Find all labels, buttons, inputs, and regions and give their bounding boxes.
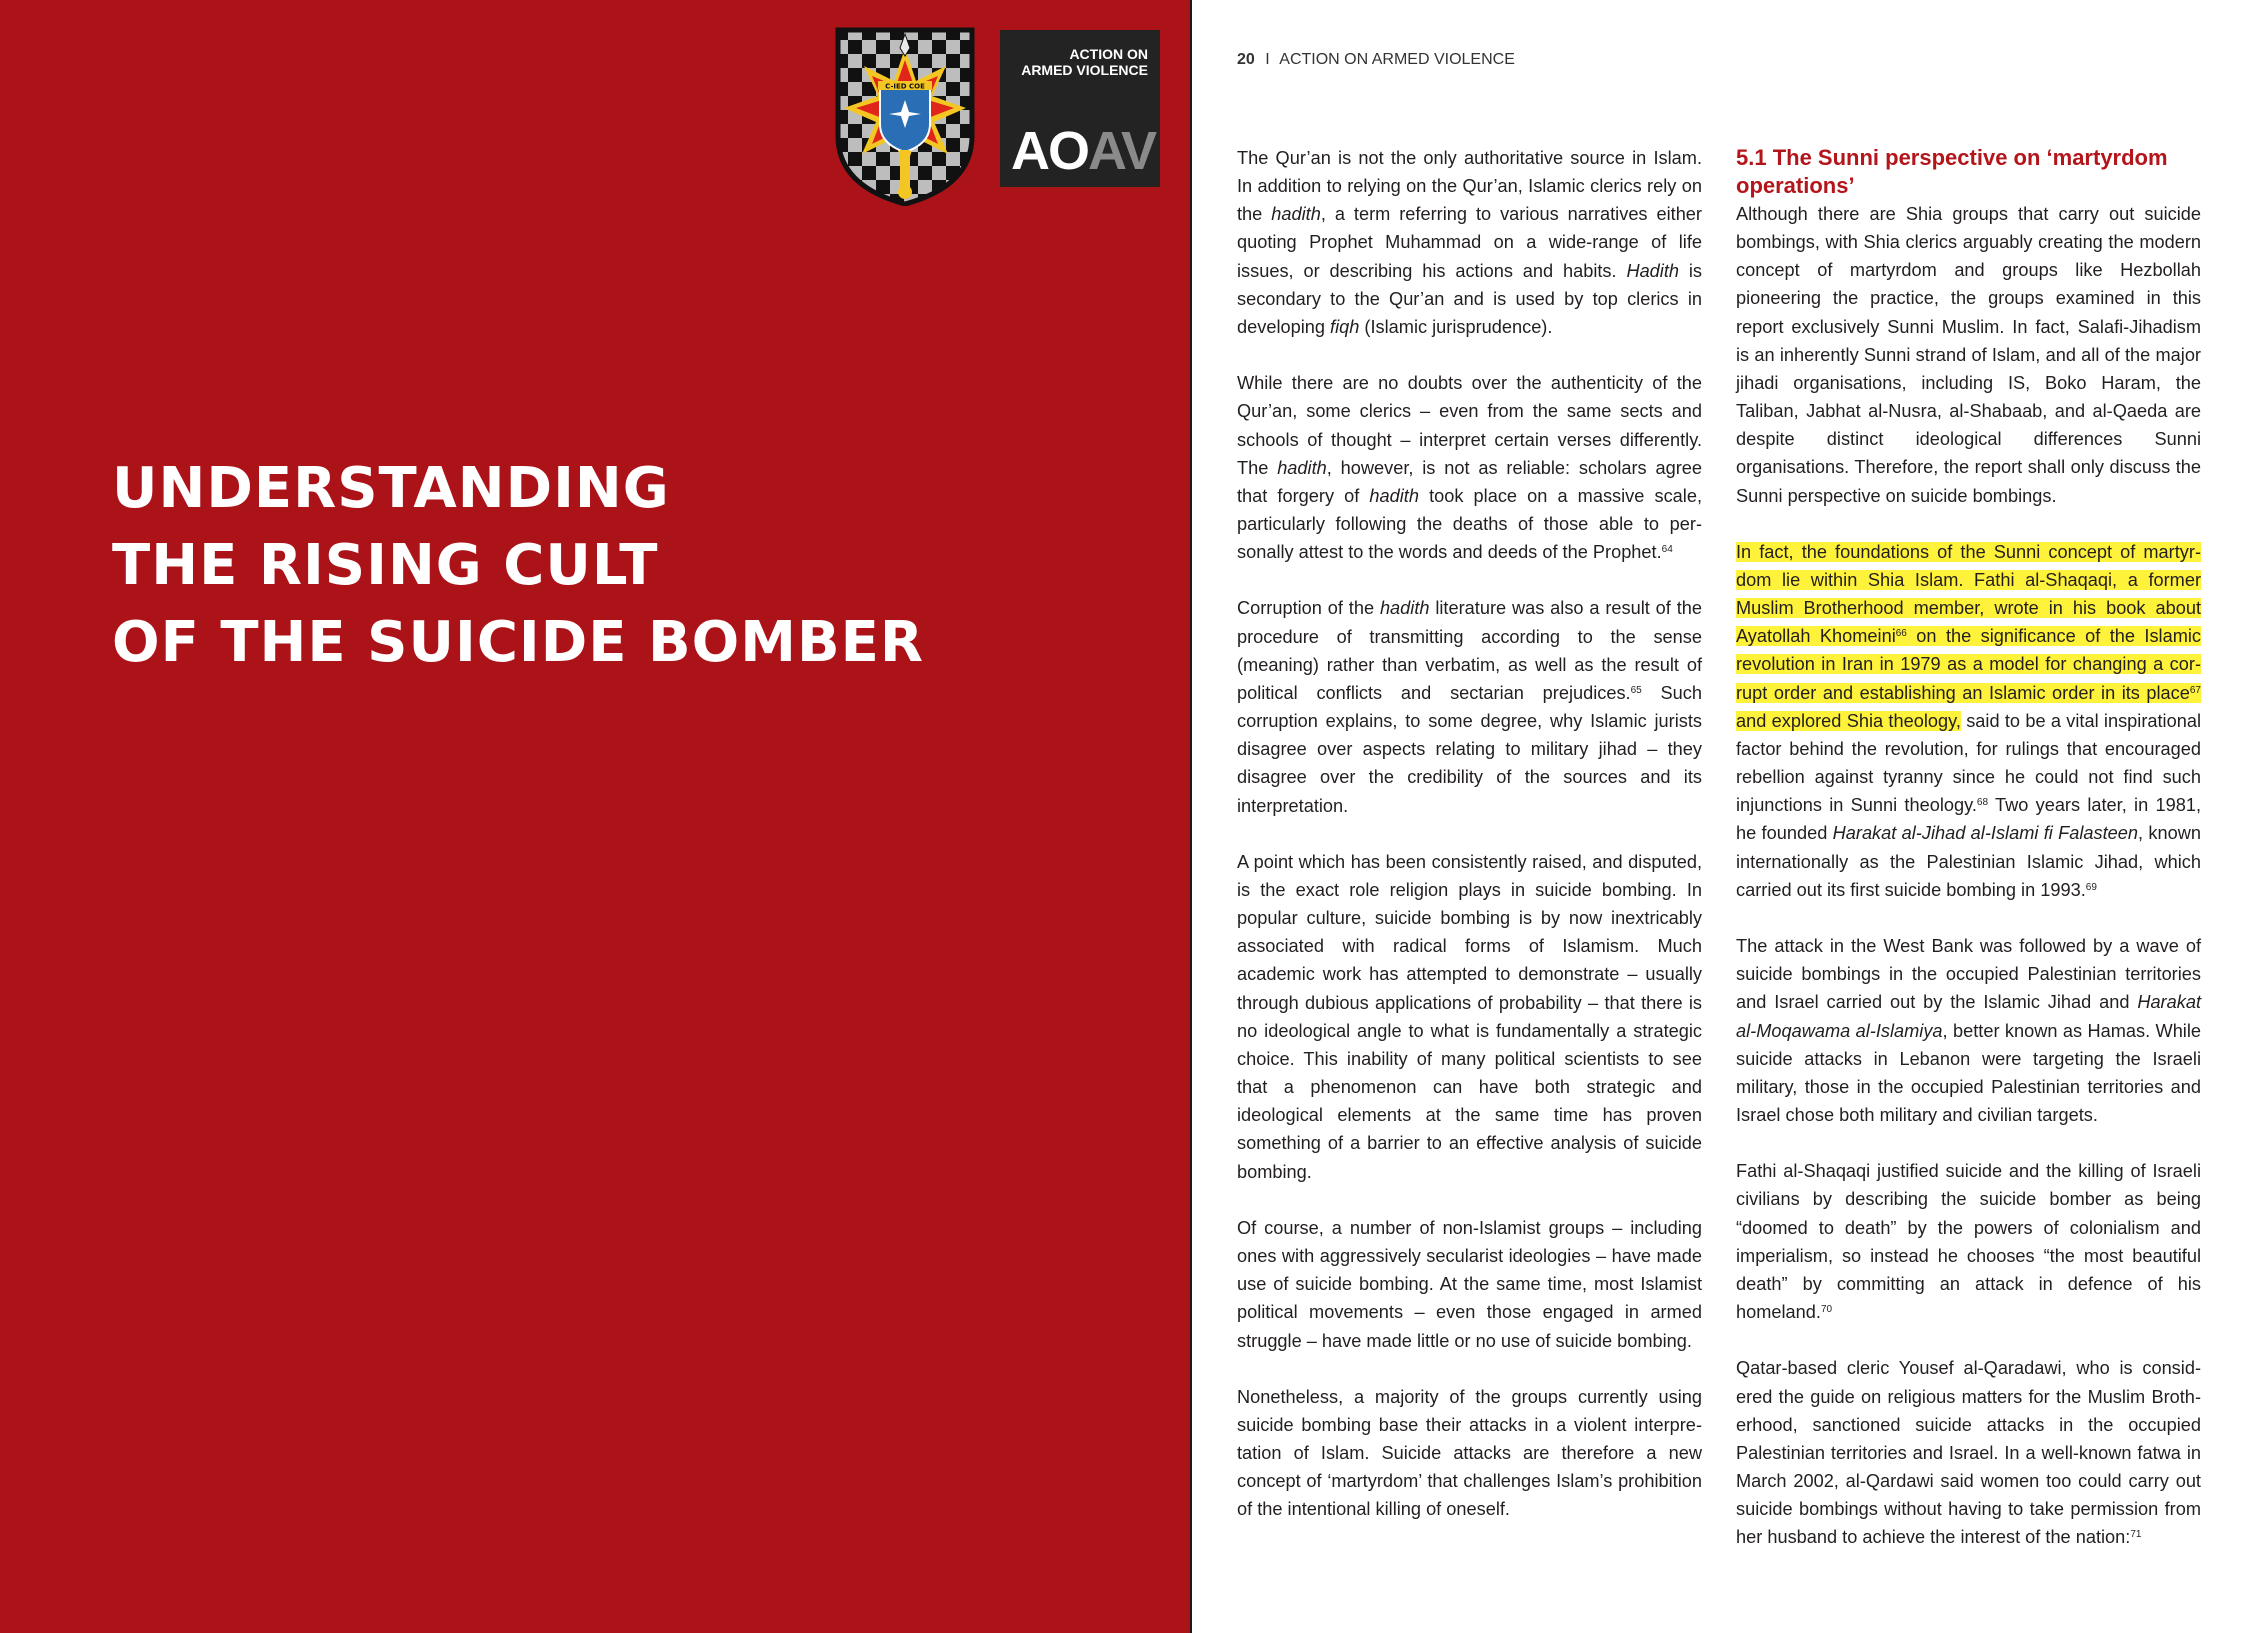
header-title: ACTION ON ARMED VIOLENCE (1279, 51, 1515, 68)
footnote-ref: 66 (1895, 628, 1907, 640)
paragraph: In fact, the foundations of the Sunni concept of martyrdom lie within Shia Islam. Fathi al-Shaqaqi, a former Muslim Brotherhood member, wrote in his book about Ayatollah Khomeini$^{66}$ on the significance of the Islamic revolution in Iran in 1979 as a model for changing a corrupt order and establishing an Islamic order in its place$^{67}$ and explored Shia theology, said to be a vital inspirational factor behind the revolution, for rulings that encouraged rebellion against tyranny since he could not find such injunctions in Sunni theology.$^{68}$ Two years later, in 1981, he founded Harakat al-Jihad al-Islami fi Falasteen, known internationally as the Palestinian Islamic Jihad, which carried out its first suicide bombing in 1993.69 (1736, 541, 2201, 900)
paragraph: Fathi al-Shaqaqi justified suicide and the killing of Israeli civilians by describing the suicide bomber as being “doomed to death” by the powers of colonialism and imperialism, so instead he chooses “the most beautiful death” by committing an attack in defence of his homeland.$^{70}$ (1736, 1161, 2201, 1323)
cover-title-line-3: OF THE SUICIDE BOMBER (112, 610, 925, 675)
c-ied-coe-crest-logo (834, 26, 976, 206)
page-number: 20 (1237, 51, 1255, 68)
paragraph: Of course, a number of non-Islamist groups – including ones with aggressively secularist ideologies – have made use of suicide bombing. At the same time, most Islamist political movements – even those engaged in armed struggle – have made little or no use of suicide bombing. (1237, 1217, 1702, 1351)
footnote-ref: 65 (1630, 684, 1642, 696)
header-separator: I (1265, 51, 1270, 68)
section-heading: 5.1 The Sunni perspective on ‘martyrdom operations’ (1736, 145, 2168, 198)
footnote-ref: 67 (2189, 684, 2201, 696)
paragraph: A point which has been consistently raised, and disputed, is the exact role religion plays in suicide bombing. In popular culture, suicide bombing is by now inextricably associated with radical forms of Islamism. Much academic work has attempted to demonstrate – usually through dubious applications of probability – that there is no ideological angle to what is fundamentally a strategic choice. This inability of many political scientists to see that a phenomenon can have both strategic and ideological elements at the same time has proven something of a barrier to an effective analysis of suicide bombing. (1237, 851, 1702, 1182)
footnote-ref: 69 (2085, 881, 2097, 893)
aoav-logo-subtitle: ACTION ON ARMED VIOLENCE (1021, 46, 1148, 78)
crest-label: C-IED COE (885, 82, 925, 91)
paragraph: The Qur’an is not the only authoritative source in Islam. In addition to relying on the Qur’an, Islamic clerics rely on the hadith, a term referring to various narratives either quoting Prophet Muhammad on a wide-range of life issues, or describing his actions and habits. Hadith is secondary to the Qur’an and is used by top clerics in developing fiqh (Islamic jurisprudence). (1237, 148, 1702, 337)
aoav-logo (1000, 30, 1160, 187)
cover-title-line-2: THE RISING CULT (112, 533, 659, 598)
footnote-ref: 64 (1661, 544, 1673, 556)
paragraph: Corruption of the hadith literature was also a result of the procedure of transmitting according to the sense (meaning) rather than verbatim, as well as the result of political conflicts and sectarian prejudices.$^{65}$ Such corruption explains, to some degree, why Islamic jurists disagree over aspects relating to military jihad – they disagree over the credibility of the sources and its interpretation. (1237, 598, 1702, 816)
paragraph: Although there are Shia groups that carry out suicide bombings, with Shia clerics arguably creating the modern concept of martyrdom and groups like Hezbollah pioneering the practice, the groups examined in this report exclusively Sunni Muslim. In fact, Salafi-Jihadism is an inherently Sunni strand of Islam, and all of the major jihadi organisations, including IS, Boko Haram, the Taliban, Jabhat al-Nusra, al-Shabaab, and al-Qaeda are despite distinct ideological differences Sunni organisations. Therefore, the report shall only discuss the Sunni perspective on suicide bombings. (1736, 204, 2201, 506)
paragraph: Nonetheless, a majority of the groups currently using suicide bombing base their attacks in a violent interpretation of Islam. Suicide attacks are therefore a new concept of ‘martyrdom’ that challenges Islam’s prohibition of the intentional killing of oneself. (1237, 1386, 1702, 1520)
cover-title (112, 450, 924, 681)
running-header (1237, 51, 1515, 69)
footnote-ref: 71 (2130, 1529, 2142, 1541)
paragraph: The attack in the West Bank was followed by a wave of suicide bombings in the occupied Palestinian territories and Israel carried out by the Islamic Jihad and Harakat al-Moqawama al-Islamiya, better known as Hamas. While suicide attacks in Lebanon were targeting the Israeli military, those in the occupied Palestinian territories and Israel chose both military and civilian targets. (1736, 936, 2202, 1125)
paragraph: While there are no doubts over the authenticity of the Qur’an, some clerics – even from the same sects and schools of thought – interpret certain verses differently. The hadith, however, is not as reliable: scholars agree that forgery of hadith took place on a massive scale, particularly following the deaths of those able to personally attest to the words and deeds of the Prophet.$^{64}$ (1237, 373, 1702, 563)
cover-title-line-1: UNDERSTANDING (112, 456, 670, 521)
footnote-ref: 70 (1820, 1304, 1833, 1316)
footnote-ref: 68 (1976, 797, 1989, 809)
paragraph: Qatar-based cleric Yousef al-Qaradawi, who is considered the guide on religious matters for the Muslim Brotherhood, sanctioned suicide attacks in the occupied Palestinian territories and Israel. In a well-known fatwa in March 2002, al-Qardawi said women too could carry out suicide bombings without having to take permission from her husband to achieve the interest of the nation:$^{71}$ (1736, 1358, 2201, 1548)
text-column-right (1736, 144, 2201, 1580)
aoav-logo-wordmark: AOAV (1011, 121, 1156, 181)
highlighted-text: In fact, the foundations of the Sunni concept of martyrdom lie within Shia Islam. Fathi al-Shaqaqi, a former Muslim Brotherhood member, wrote in his book about Ayatollah Khomeini$^{66}$ on the significance of the Islamic revolution in Iran in 1979 as a model for changing a corrupt order and establishing an Islamic order in its place$^{67}$ and explored Shia theology, (1736, 541, 2201, 731)
text-column-left (1237, 144, 1702, 1552)
